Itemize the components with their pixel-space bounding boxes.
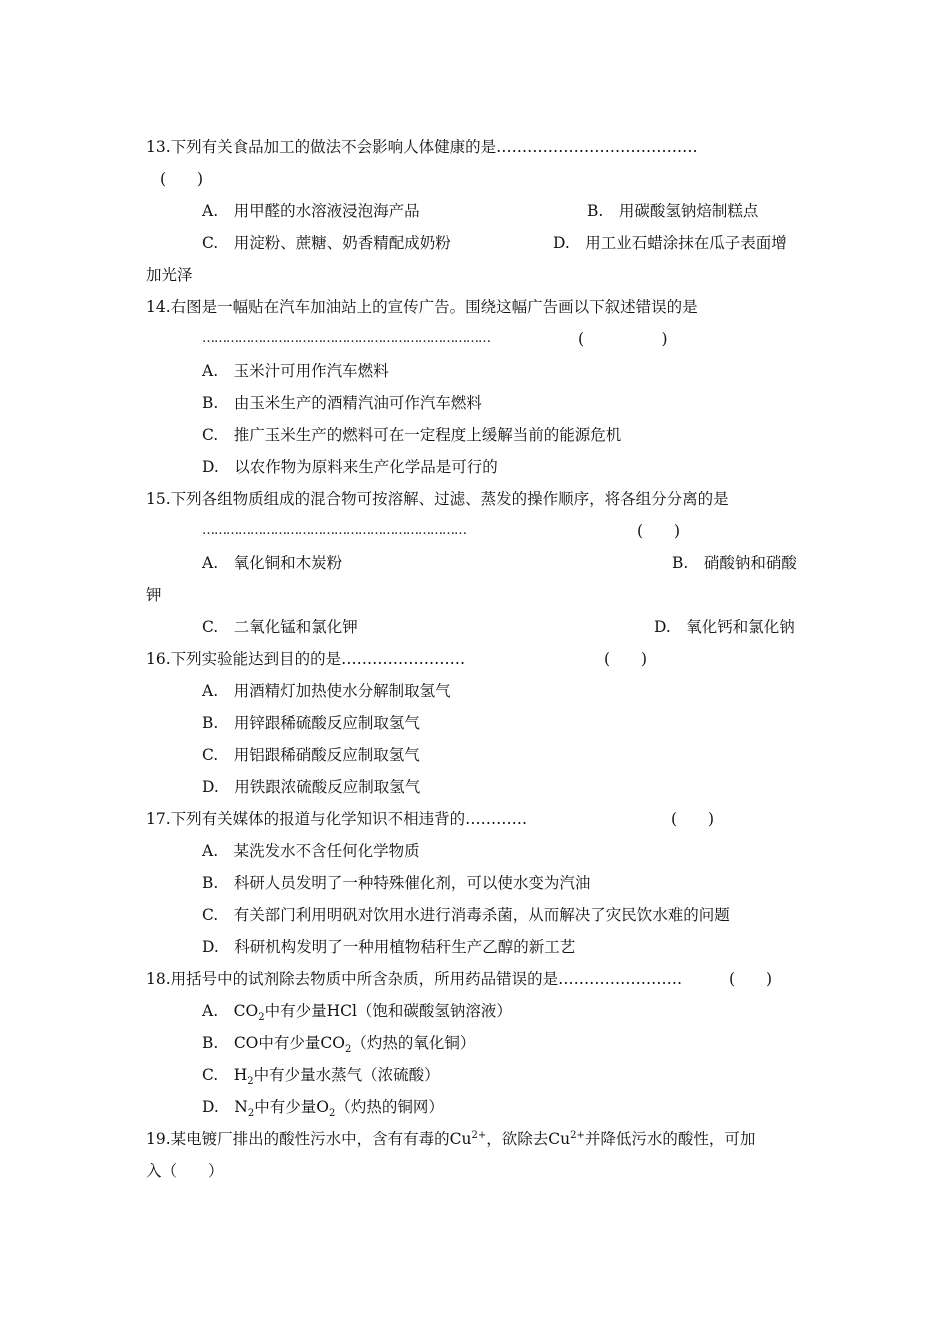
q18-option-c	[202, 1065, 440, 1088]
q16-option-b: B. 用锌跟稀硫酸反应制取氢气	[202, 714, 420, 732]
q14-option-a: A. 玉米汁可用作汽车燃料	[202, 362, 389, 380]
q18-option-a-prefix: A. CO	[202, 1002, 259, 1020]
q18-option-b-rest: （灼热的氧化铜）	[351, 1034, 476, 1052]
q17-stem: 17.下列有关媒体的报道与化学知识不相违背的…………	[146, 810, 528, 828]
q18-option-d-subscript-2: 2	[328, 1108, 336, 1120]
q18-option-b	[202, 1033, 476, 1056]
q19-stem-start: 19.某电镀厂排出的酸性污水中，含有有毒的Cu	[146, 1130, 472, 1148]
q17-option-a: A. 某洗发水不含任何化学物质	[202, 842, 420, 860]
q13-stem: 13.下列有关食品加工的做法不会影响人体健康的是…………………………………	[146, 138, 698, 156]
q19-stem-middle: ，欲除去Cu	[486, 1130, 571, 1148]
q14-option-b: B. 由玉米生产的酒精汽油可作汽车燃料	[202, 394, 482, 412]
q15-answer-bracket: ( )	[637, 522, 681, 540]
q18-option-d-rest: （灼热的铜网）	[335, 1098, 444, 1116]
q15-stem: 15.下列各组物质组成的混合物可按溶解、过滤、蒸发的操作顺序，将各组分分离的是	[146, 490, 729, 508]
q18-option-b-subscript: 2	[344, 1044, 352, 1056]
q17-option-c: C. 有关部门利用明矾对饮用水进行消毒杀菌，从而解决了灾民饮水难的问题	[202, 906, 730, 924]
q19-stem	[146, 1129, 755, 1149]
q16-stem: 16.下列实验能达到目的的是……………………	[146, 650, 466, 668]
q18-answer-bracket: ( )	[729, 970, 773, 988]
q19-superscript-2: 2+	[570, 1129, 585, 1141]
q18-option-a-subscript: 2	[258, 1012, 265, 1024]
q16-option-c: C. 用铝跟稀硝酸反应制取氢气	[202, 746, 420, 764]
q17-option-d: D. 科研机构发明了一种用植物秸秆生产乙醇的新工艺	[202, 938, 576, 956]
q15-option-c: C. 二氧化锰和氯化钾	[202, 618, 358, 636]
q15-dot-leader: …………………………………………………………	[202, 523, 466, 538]
q18-option-c-subscript: 2	[247, 1076, 254, 1088]
q14-option-d: D. 以农作物为原料来生产化学品是可行的	[202, 458, 498, 476]
q18-option-a	[202, 1001, 512, 1024]
q15-option-d: D. 氧化钙和氯化钠	[654, 618, 795, 636]
q13-option-d-continued: 加光泽	[146, 266, 193, 284]
q18-option-d	[202, 1097, 444, 1120]
q14-option-c: C. 推广玉米生产的燃料可在一定程度上缓解当前的能源危机	[202, 426, 622, 444]
q17-option-b: B. 科研人员发明了一种特殊催化剂，可以使水变为汽油	[202, 874, 591, 892]
q14-answer-bracket: ( )	[578, 330, 668, 348]
q13-option-d: D. 用工业石蜡涂抹在瓜子表面增	[553, 234, 787, 252]
q14-dot-leader: ………………………………………………………………	[202, 331, 490, 346]
q16-option-d: D. 用铁跟浓硫酸反应制取氢气	[202, 778, 421, 796]
q13-option-c: C. 用淀粉、蔗糖、奶香精配成奶粉	[202, 234, 451, 252]
q19-superscript-1: 2+	[471, 1129, 487, 1141]
q16-answer-bracket: ( )	[604, 650, 648, 668]
q13-option-a: A. 用甲醛的水溶液浸泡海产品	[202, 202, 420, 220]
q19-stem-continued: 入（ ）	[146, 1162, 224, 1180]
q18-option-d-middle: 中有少量O	[254, 1098, 329, 1116]
q18-option-c-prefix: C. H	[202, 1066, 248, 1084]
q13-option-b: B. 用碳酸氢钠焙制糕点	[587, 202, 759, 220]
q18-option-d-prefix: D. N	[202, 1098, 248, 1116]
q16-option-a: A. 用酒精灯加热使水分解制取氢气	[202, 682, 451, 700]
q18-option-d-subscript: 2	[247, 1108, 255, 1120]
q18-option-b-prefix: B. CO中有少量CO	[202, 1034, 345, 1052]
q13-answer-bracket: ( )	[160, 170, 204, 188]
q18-option-c-rest: 中有少量水蒸气（浓硫酸）	[253, 1066, 440, 1084]
q14-stem: 14.右图是一幅贴在汽车加油站上的宣传广告。围绕这幅广告画以下叙述错误的是	[146, 298, 698, 316]
q17-answer-bracket: ( )	[671, 810, 715, 828]
q19-stem-end: 并降低污水的酸性，可加	[584, 1130, 756, 1148]
q18-stem: 18.用括号中的试剂除去物质中所含杂质，所用药品错误的是……………………	[146, 970, 683, 988]
q18-option-a-rest: 中有少量HCl（饱和碳酸氢钠溶液）	[264, 1002, 512, 1020]
q15-option-b-continued: 钾	[146, 586, 162, 604]
q15-option-b: B. 硝酸钠和硝酸	[672, 554, 797, 572]
q15-option-a: A. 氧化铜和木炭粉	[202, 554, 343, 572]
